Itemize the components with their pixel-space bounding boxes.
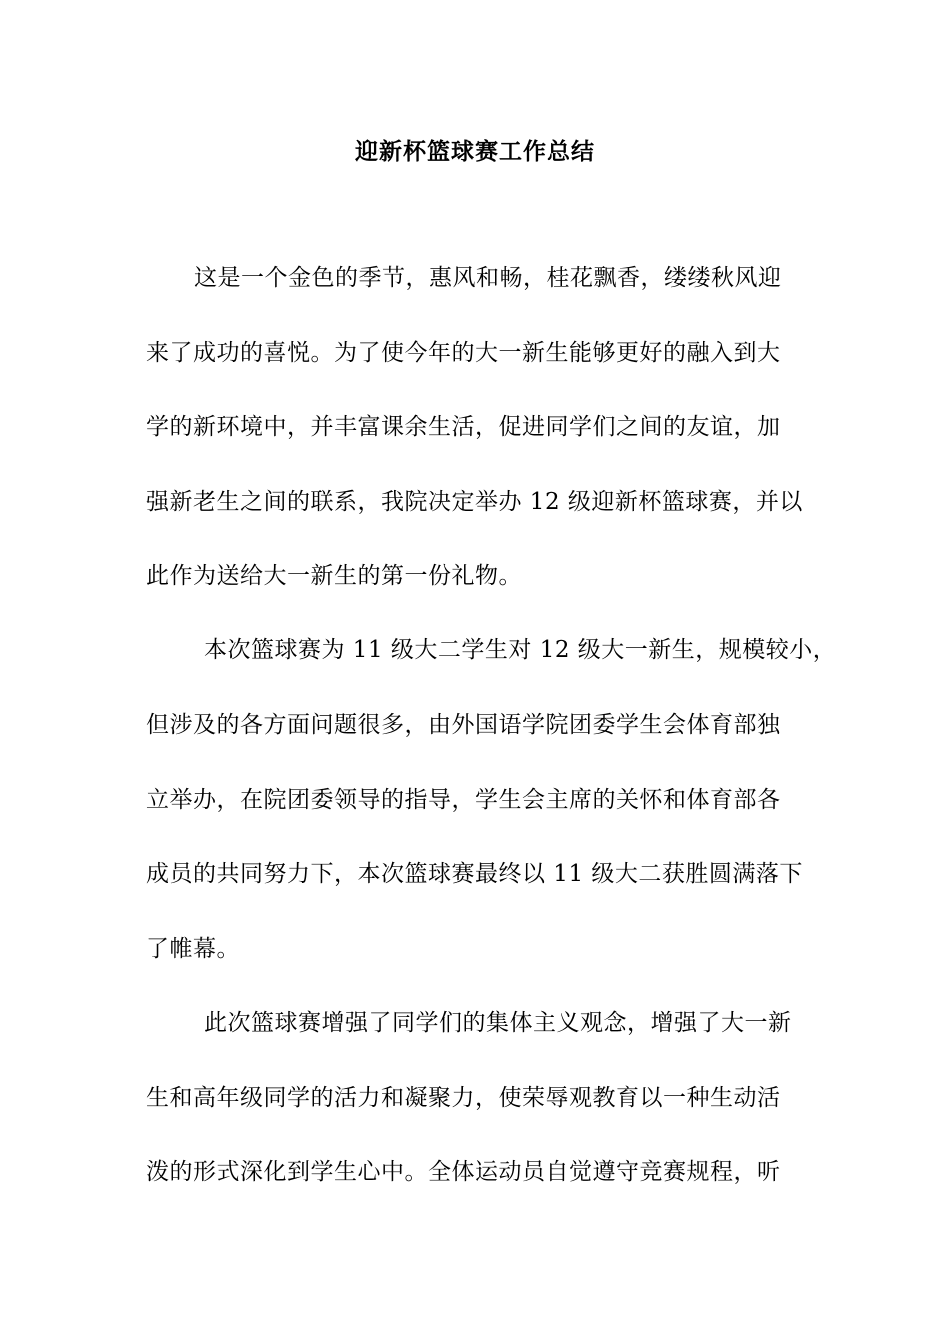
paragraph-1-line-5: 此作为送给大一新生的第一份礼物。: [146, 563, 522, 589]
document-title: 迎新杯篮球赛工作总结: [355, 139, 595, 165]
paragraph-3-line-3: 泼的形式深化到学生心中。全体运动员自觉遵守竞赛规程，听: [146, 1159, 781, 1185]
paragraph-1-line-1: 这是一个金色的季节，惠风和畅，桂花飘香，缕缕秋风迎: [194, 265, 782, 291]
paragraph-3-line-2: 生和高年级同学的活力和凝聚力，使荣辱观教育以一种生动活: [146, 1085, 781, 1111]
paragraph-3-line-1: 此次篮球赛增强了同学们的集体主义观念，增强了大一新: [204, 1010, 792, 1036]
paragraph-1-line-4: 强新老生之间的联系，我院决定举办 12 级迎新杯篮球赛，并以: [146, 489, 803, 515]
paragraph-2-line-1: 本次篮球赛为 11 级大二学生对 12 级大一新生，规模较小，: [204, 637, 837, 663]
paragraph-2-line-2: 但涉及的各方面问题很多，由外国语学院团委学生会体育部独: [146, 712, 781, 738]
paragraph-1-line-2: 来了成功的喜悦。为了使今年的大一新生能够更好的融入到大: [146, 340, 781, 366]
paragraph-1-line-3: 学的新环境中，并丰富课余生活，促进同学们之间的友谊，加: [146, 414, 781, 440]
paragraph-2-line-4: 成员的共同努力下，本次篮球赛最终以 11 级大二获胜圆满落下: [146, 861, 803, 887]
paragraph-2-line-3: 立举办，在院团委领导的指导，学生会主席的关怀和体育部各: [146, 787, 781, 813]
paragraph-2-line-5: 了帷幕。: [146, 936, 240, 962]
